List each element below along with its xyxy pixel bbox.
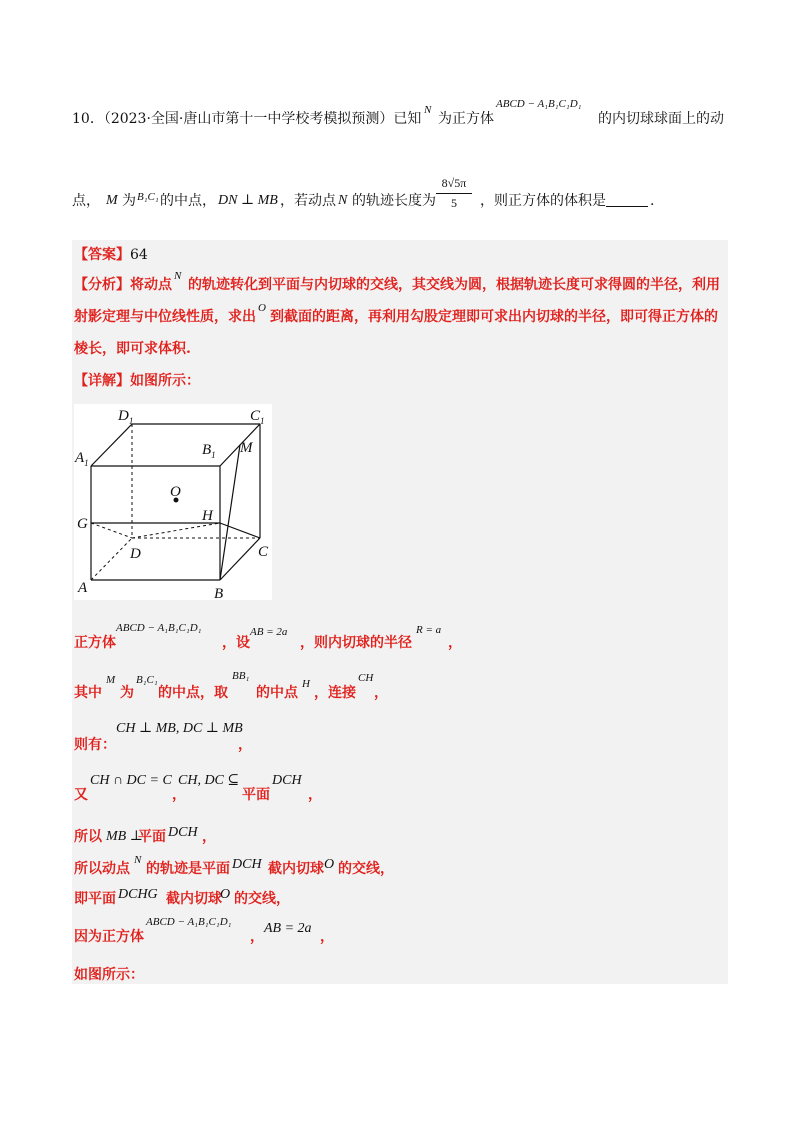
- step7-text: 截内切球: [166, 891, 222, 907]
- label-a1: $A_1$: [75, 450, 89, 468]
- fraction-numerator: 8√5π: [441, 176, 467, 190]
- step7-text: 的交线，: [234, 891, 290, 907]
- step1-ab: AB = 2a: [250, 626, 288, 638]
- analysis-text: 棱长，即可求体积.: [74, 341, 191, 357]
- step3-text: 则有：: [74, 737, 116, 753]
- edge-bc: [220, 538, 260, 580]
- step3-math: CH ⊥ MB, DC ⊥ MB: [116, 721, 243, 736]
- condition: DN ⊥ MB: [218, 193, 278, 208]
- label-a: A: [78, 580, 88, 596]
- label-g: G: [77, 516, 88, 532]
- step4-math-1: CH ∩ DC = C: [90, 773, 172, 788]
- answer-label: 【答案】: [74, 247, 130, 263]
- problem-line-1: [72, 110, 421, 128]
- analysis-line-3: [74, 340, 191, 358]
- cube-name: ABCD − A₁B₁C₁D₁: [496, 98, 582, 110]
- problem-text: 的中点，: [160, 193, 216, 209]
- problem-text: .: [650, 193, 655, 209]
- step5-text: ，: [202, 829, 216, 845]
- cube-figure: [74, 404, 272, 600]
- problem-source: （2023·全国·唐山市第十一中学校考模拟预测）: [103, 111, 394, 127]
- answer-blank-line: [604, 192, 654, 210]
- step6-math: DCH: [232, 857, 262, 872]
- step4-math-3: DCH: [272, 773, 302, 788]
- analysis-text: 到截面的距离，再利用勾股定理即可求出内切球的半径，即可得正方体的: [270, 309, 718, 325]
- step8-text: ，: [250, 929, 264, 945]
- cube-diagram: [74, 404, 272, 600]
- problem-line-2: [72, 192, 100, 210]
- problem-text: ，若动点: [280, 193, 336, 209]
- answer-value: 64: [130, 247, 148, 263]
- problem-text: 已知: [393, 111, 422, 127]
- detail-label: 【详解】: [74, 373, 130, 389]
- label-c1: $C_1$: [250, 408, 265, 426]
- segment-mb: [220, 445, 240, 580]
- step4-text: 又: [74, 787, 88, 803]
- label-c: C: [258, 544, 269, 560]
- step7-o: O: [220, 887, 231, 902]
- label-b: B: [214, 586, 224, 600]
- step5-math: MB ⊥: [106, 829, 143, 844]
- step1-text: 正方体: [74, 635, 116, 651]
- analysis-text: 射影定理与中位线性质，求出: [74, 309, 256, 325]
- step8-text: 因为正方体: [74, 929, 144, 945]
- hidden-segment-dh: [132, 523, 220, 538]
- step4-text: 平面: [242, 787, 270, 803]
- step2-m: M: [106, 674, 116, 686]
- step2-text: 其中: [74, 685, 102, 701]
- step8-cube: ABCD − A₁B₁C₁D₁: [146, 916, 232, 928]
- label-h: H: [202, 508, 213, 524]
- answer-line: [74, 246, 148, 264]
- step4-text: ，: [172, 787, 186, 803]
- edge-a1d1: [91, 424, 132, 466]
- label-m: M: [240, 440, 253, 456]
- label-b1: $B_1$: [202, 442, 216, 460]
- step6-text: 所以动点: [74, 861, 130, 877]
- step2-ch: CH: [358, 672, 374, 684]
- step7-text: 即平面: [74, 891, 116, 907]
- step2-text: 为: [120, 685, 134, 701]
- step2-text: 的中点，取: [158, 685, 228, 701]
- step9-text: 如图所示：: [74, 967, 144, 983]
- fraction: [436, 176, 472, 211]
- step4-text: ，: [308, 787, 322, 803]
- step8-ab: AB = 2a: [264, 921, 312, 936]
- problem-text: 的内切球球面上的动: [598, 111, 724, 127]
- step6-text: 截内切球: [268, 861, 324, 877]
- step1-text: ，设: [222, 635, 250, 651]
- step7-math: DCHG: [118, 887, 158, 902]
- step1-text: ，则内切球的半径: [300, 635, 412, 651]
- step5-text: 平面: [138, 829, 166, 845]
- step2-bb1: BB₁: [232, 670, 250, 682]
- step5-math-2: DCH: [168, 825, 198, 840]
- analysis-text: 将动点: [130, 277, 172, 293]
- step2-b1c1: B₁C₁: [136, 674, 158, 686]
- step6-o: O: [324, 857, 335, 872]
- step1-cube: ABCD − A₁B₁C₁D₁: [116, 622, 202, 634]
- problem-text: 点，: [72, 193, 100, 209]
- label-o: O: [170, 484, 181, 500]
- var-n: N: [424, 104, 432, 116]
- label-d1: $D_1$: [118, 408, 134, 426]
- step1-radius: R = a: [416, 624, 442, 636]
- fraction-bar: [436, 193, 472, 194]
- analysis-line-1: [74, 276, 172, 294]
- var-n-2: N: [338, 193, 348, 208]
- step2-text: 的中点: [256, 685, 298, 701]
- problem-text: 为正方体: [438, 111, 494, 127]
- analysis-line-2: [74, 308, 256, 326]
- step1-text: ，: [448, 635, 462, 651]
- step5-text: 所以: [74, 829, 102, 845]
- problem-number: 10．: [72, 111, 104, 127]
- detail-text: 如图所示：: [130, 373, 200, 389]
- var-m: M: [106, 193, 118, 208]
- label-d: D: [130, 546, 141, 562]
- step6-n: N: [134, 854, 142, 866]
- step2-text: ，连接: [314, 685, 356, 701]
- analysis-label: 【分析】: [74, 277, 130, 293]
- var-n-3: N: [174, 270, 182, 282]
- step6-text: 的交线，: [338, 861, 394, 877]
- answer-blank: [606, 192, 648, 207]
- fraction-denominator: 5: [451, 196, 457, 210]
- step2-h: H: [302, 678, 310, 690]
- problem-text: 为: [122, 193, 136, 209]
- detail-line: [74, 372, 200, 390]
- analysis-text: 的轨迹转化到平面与内切球的交线，其交线为圆，根据轨迹长度可求得圆的半径，利用: [188, 277, 720, 293]
- problem-text: 的轨迹长度为: [352, 193, 436, 209]
- step2-text: ，: [374, 685, 388, 701]
- step6-text: 的轨迹是平面: [146, 861, 230, 877]
- segment-b1c1: B₁C₁: [137, 191, 159, 203]
- hidden-edge-ad: [91, 538, 132, 580]
- var-o: O: [258, 302, 266, 314]
- step4-math-2: CH, DC ⊆: [178, 773, 240, 788]
- hidden-segment-gd: [91, 523, 132, 538]
- problem-text: ，则正方体的体积是: [480, 193, 606, 209]
- step3-text: ，: [238, 737, 252, 753]
- step8-text: ，: [320, 929, 334, 945]
